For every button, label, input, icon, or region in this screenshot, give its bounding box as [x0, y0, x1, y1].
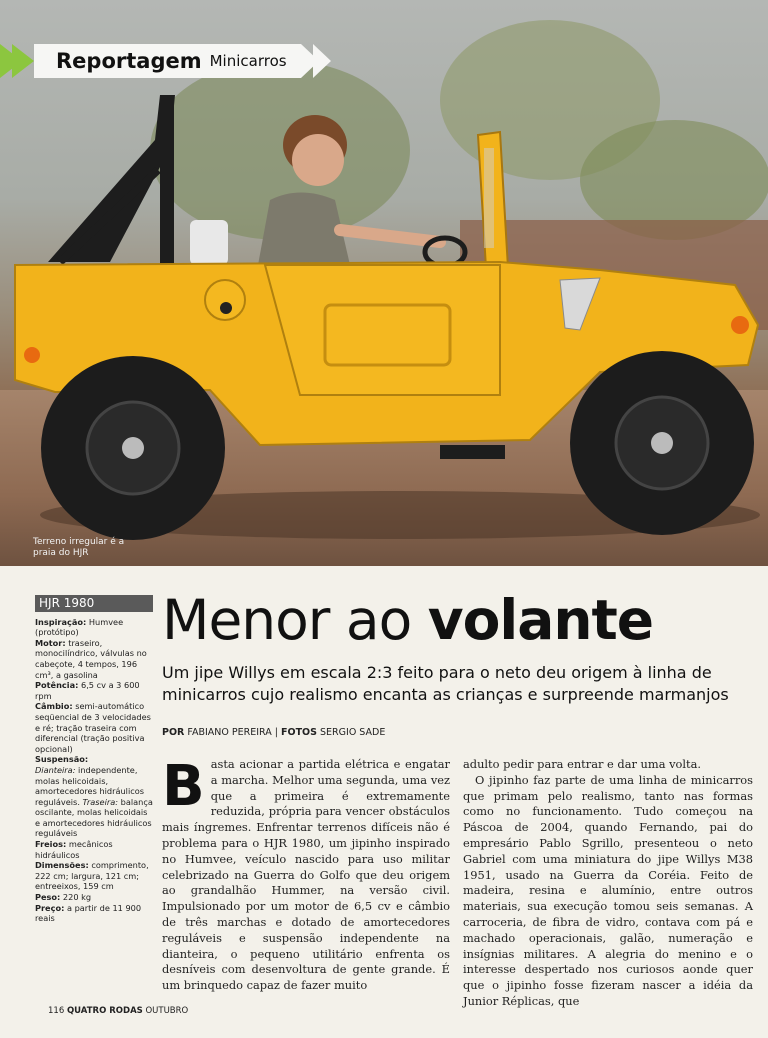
- magazine-name: QUATRO RODAS: [66, 1006, 143, 1016]
- spec-heading: HJR 1980: [35, 595, 153, 612]
- drop-cap: B: [162, 754, 205, 819]
- spec-item: Motor: traseiro, monocilíndrico, válvulas no cabeçote, 4 tempos, 196 cm³, a gasolina: [35, 637, 147, 680]
- banner-label: [34, 44, 301, 78]
- spec-item: Potência: 6,5 cv a 3 600 rpm: [35, 680, 140, 701]
- page-footer: [48, 1006, 188, 1016]
- photo-caption: Terreno irregular é a praia do HJR: [33, 537, 125, 558]
- byline: POR FABIANO PEREIRA | FOTOS SERGIO SADE: [162, 727, 386, 738]
- spec-item: Dimensões: comprimento, 222 cm; largura, 121 cm; entreeixos, 159 cm: [35, 860, 149, 892]
- article-column-1: [162, 754, 450, 994]
- article-title: Menor ao volante: [162, 588, 654, 652]
- section-title: Reportagem: [56, 49, 202, 73]
- spec-item: Peso: 220 kg: [35, 892, 92, 903]
- spec-item: Freios: mecânicos hidráulicos: [35, 839, 113, 860]
- column-2-para-2: O jipinho faz parte de uma linha de minicarros que primam pelo realismo, tanto nas formas como no funcionamento. Tudo começou na Páscoa de 2004, quando Fernando, pai do empresário Pablo Sgrillo, presenteou o neto Gabriel com uma miniatura do jipe Willys M38 1951, usado na Guerra da Coréia. Feito de madeira, resina e alumínio, entre outros materiais, sua execução tomou seis semanas. A carroceria, de fibra de vidro, contava com pá e machado operacionais, galão, numeração e insígnias militares. A alegria do menino e o interesse despertado nos curiosos aonde quer que o jipinho fosse fizeram nascer a idéia da Junior Réplicas, que: [463, 772, 753, 1008]
- spec-sidebar: [35, 595, 153, 924]
- column-2-para-1: adulto pedir para entrar e dar uma volta.: [463, 757, 702, 771]
- green-chevron-icon: [12, 44, 34, 78]
- section-banner: [0, 44, 331, 78]
- spec-item: Inspiração: Humvee (protótipo): [35, 616, 124, 638]
- article-column-2: [463, 757, 753, 1010]
- issue-month: OUTUBRO: [145, 1006, 189, 1016]
- spec-item: Preço: a partir de 11 900 reais: [35, 902, 142, 924]
- spec-item-suspension: Suspensão: Dianteira: independente, molas helicoidais, amortecedores hidráulicos reguláveis. Traseira: balança oscilante, molas helicoidais e amortecedores hidráulicos reguláveis: [35, 754, 153, 839]
- page-number: 116: [48, 1006, 65, 1016]
- article-deck: Um jipe Willys em escala 2:3 feito para o neto deu origem à linha de minicarros cujo realismo encanta as crianças e surpreende marmanjos: [162, 663, 729, 704]
- column-1-text: asta acionar a partida elétrica e engatar a marcha. Melhor uma segunda, uma vez que a primeira é extremamente reduzida, própria para vencer obstáculos mais íngremes. Enfrentar terrenos difíceis não é problema para o HJR 1980, um jipinho inspirado no Humvee, veículo nascido para uso militar celebrizado na Guerra do Golfo que deu origem ao grandalhão Hummer, na versão civil. Impulsionado por um motor de 6,5 cv e câmbio de três marchas e dotado de amortecedores reguláveis e suspensão independente na dianteira, o pequeno utilitário enfrenta os desníveis com desenvoltura de gente grande. É um brinquedo capaz de fazer muito: [162, 757, 450, 993]
- subsection-title: Minicarros: [209, 52, 287, 70]
- white-chevron-icon: [313, 44, 331, 78]
- spec-item: Câmbio: semi-automático seqüencial de 3 velocidades e ré; tração traseira com diferencial (tração positiva opcional): [35, 701, 151, 754]
